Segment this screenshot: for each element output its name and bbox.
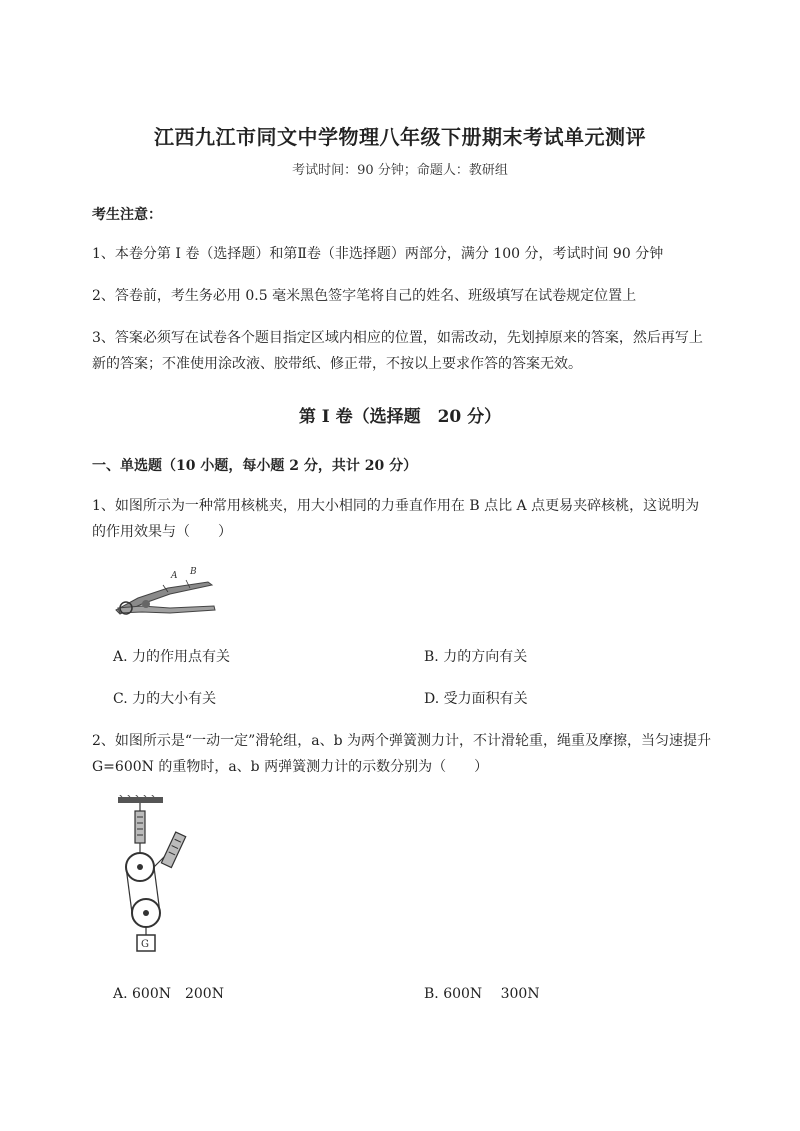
exam-info: 考试时间：90 分钟；命题人：教研组 — [292, 163, 508, 178]
option-a[interactable]: A. 力的作用点有关 — [113, 649, 231, 665]
option-c[interactable]: C. 力的大小有关 — [113, 691, 217, 707]
point-a-label: A — [171, 571, 178, 581]
option-d[interactable]: D. 受力面积有关 — [424, 691, 528, 707]
notice-item: 1、本卷分第 I 卷（选择题）和第Ⅱ卷（非选择题）两部分，满分 100 分，考试时间 90 分钟 — [92, 246, 664, 262]
option-b[interactable]: B. 600N 300N — [424, 986, 540, 1002]
option-b[interactable]: B. 力的方向有关 — [424, 649, 528, 665]
option-a[interactable]: A. 600N 200N — [113, 986, 224, 1002]
pulley-figure — [108, 795, 198, 955]
question-stem: 2、如图所示是“一动一定”滑轮组，a、b 为两个弹簧测力计，不计滑轮重，绳重及摩擦，当匀速提升 G=600N 的重物时，a、b 两弹簧测力计的示数分别为（ ） — [92, 733, 711, 775]
notice-heading: 考生注意： — [92, 207, 162, 223]
section-title: 第 I 卷（选择题 20 分） — [298, 407, 502, 427]
weight-label: G — [141, 939, 149, 950]
notice-item: 3、答案必须写在试卷各个题目指定区域内相应的位置，如需改动，先划掉原来的答案，然后再写上新的答案；不准使用涂改液、胶带纸、修正带，不按以上要求作答的答案无效。 — [92, 330, 703, 372]
page-title: 江西九江市同文中学物理八年级下册期末考试单元测评 — [154, 125, 646, 149]
notice-item: 2、答卷前，考生务必用 0.5 毫米黑色签字笔将自己的姓名、班级填写在试卷规定位置上 — [92, 288, 637, 304]
question-stem: 1、如图所示为一种常用核桃夹，用大小相同的力垂直作用在 B 点比 A 点更易夹碎核桃，这说明为的作用效果与（ ） — [92, 498, 700, 540]
nutcracker-figure — [108, 560, 220, 620]
point-b-label: B — [190, 567, 197, 577]
part-heading: 一、单选题（10 小题，每小题 2 分，共计 20 分） — [92, 458, 418, 474]
